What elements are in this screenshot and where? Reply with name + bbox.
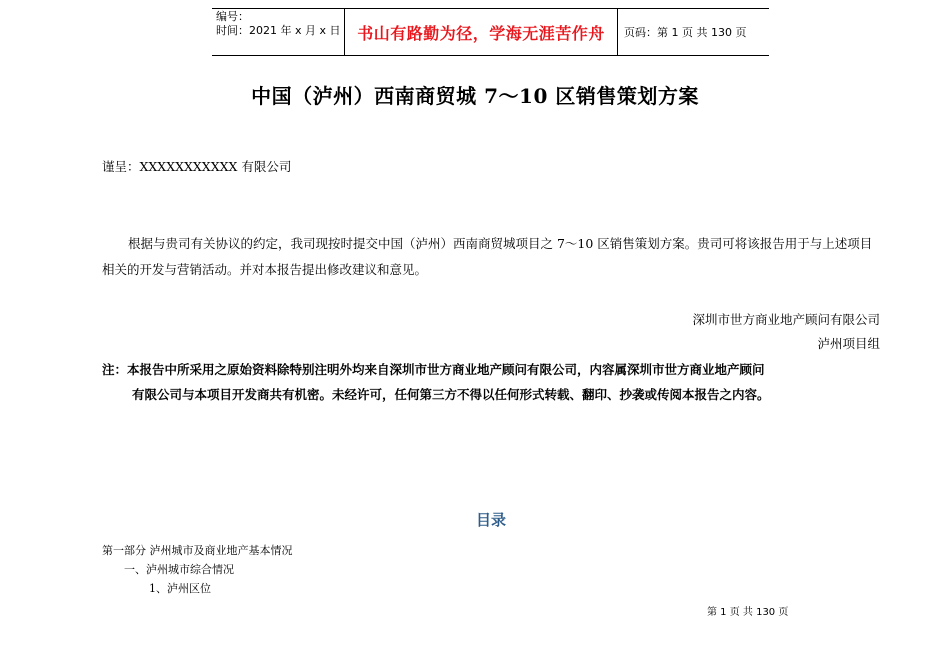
note-line-1: 注：本报告中所采用之原始资料除特别注明外均来自深圳市世方商业地产顾问有限公司，内容属深圳市世方商业地产顾问	[102, 362, 765, 377]
table-of-contents	[102, 541, 293, 598]
document-title: 中国（泸州）西南商贸城 7～10 区销售策划方案	[251, 84, 699, 108]
toc-item[interactable]: 第一部分 泸州城市及商业地产基本情况	[102, 544, 293, 557]
doc-date-label: 时间：2021 年 x 月 x 日	[216, 24, 341, 37]
header-motto: 书山有路勤为径，学海无涯苦作舟	[357, 23, 605, 43]
toc-item[interactable]: 一、泸州城市综合情况	[124, 563, 234, 576]
header-page-info-cell	[618, 9, 769, 55]
toc-title: 目录	[475, 511, 506, 529]
doc-number-label: 编号：	[216, 10, 249, 23]
header-page-info: 页码：第 1 页 共 130 页	[624, 26, 747, 39]
toc-item[interactable]: 1、泸州区位	[149, 582, 211, 595]
signature-group: 泸州项目组	[817, 336, 880, 351]
addressee-line: 谨呈：XXXXXXXXXXX 有限公司	[102, 159, 292, 174]
page-header	[212, 8, 769, 56]
signature-company: 深圳市世方商业地产顾问有限公司	[692, 312, 880, 327]
note-line-2: 有限公司与本项目开发商共有机密。未经许可，任何第三方不得以任何形式转载、翻印、抄袭或传阅本报告之内容。	[132, 387, 770, 402]
page-footer: 第 1 页 共 130 页	[707, 607, 789, 618]
intro-paragraph: 根据与贵司有关协议的约定，我司现按时提交中国（泸州）西南商贸城项目之 7～10 区销售策划方案。贵司可将该报告用于与上述项目相关的开发与营销活动。并对本报告提出修改建议和意见。	[102, 236, 873, 277]
header-motto-cell	[344, 9, 618, 55]
header-meta	[212, 9, 344, 55]
confidentiality-note	[102, 357, 887, 407]
